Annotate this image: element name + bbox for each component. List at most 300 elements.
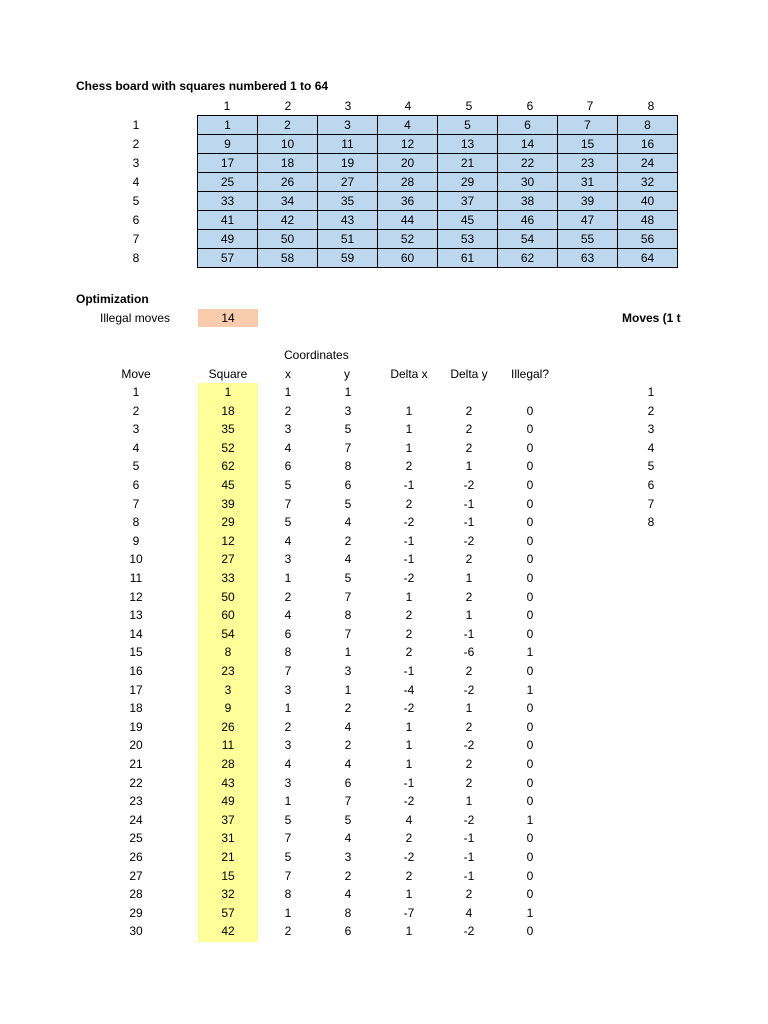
board-col-header: 8 bbox=[647, 99, 655, 113]
delta-x-cell[interactable]: 1 bbox=[405, 738, 413, 753]
delta-x-cell[interactable]: 1 bbox=[405, 924, 413, 939]
illegal-cell[interactable]: 1 bbox=[526, 905, 534, 920]
board-col-header: 1 bbox=[223, 99, 231, 113]
square-cell[interactable]: 9 bbox=[224, 701, 232, 716]
board-cell[interactable]: 57 bbox=[198, 249, 258, 268]
board-title: Chess board with squares numbered 1 to 64 bbox=[76, 79, 329, 93]
move-number-cell[interactable]: 19 bbox=[129, 719, 143, 734]
square-cell[interactable]: 39 bbox=[221, 496, 235, 511]
x-cell[interactable]: 3 bbox=[284, 552, 292, 567]
square-header: Square bbox=[208, 367, 248, 381]
square-cell[interactable]: 62 bbox=[221, 459, 235, 474]
square-cell[interactable]: 27 bbox=[221, 552, 235, 567]
board-cell[interactable]: 29 bbox=[438, 173, 498, 192]
y-cell[interactable]: 8 bbox=[344, 459, 352, 474]
move-number-cell[interactable]: 7 bbox=[132, 496, 140, 511]
move-number-cell[interactable]: 12 bbox=[129, 589, 143, 604]
illegal-cell[interactable]: 0 bbox=[526, 626, 534, 641]
delta-y-cell[interactable]: -1 bbox=[463, 496, 475, 511]
x-cell[interactable]: 3 bbox=[284, 738, 292, 753]
x-cell[interactable]: 3 bbox=[284, 775, 292, 790]
delta-x-cell[interactable]: 4 bbox=[405, 812, 413, 827]
delta-y-cell[interactable]: -6 bbox=[463, 645, 475, 660]
board-cell[interactable]: 42 bbox=[258, 211, 318, 230]
move-number-cell[interactable]: 11 bbox=[129, 571, 143, 585]
move-number-cell[interactable]: 14 bbox=[129, 626, 143, 641]
move-number-cell[interactable]: 17 bbox=[129, 682, 143, 697]
board-cell[interactable]: 63 bbox=[558, 249, 618, 268]
delta-x-cell[interactable]: -2 bbox=[403, 515, 415, 530]
delta-y-cell[interactable]: 2 bbox=[465, 775, 473, 790]
x-cell[interactable]: 7 bbox=[284, 831, 292, 846]
delta-x-cell[interactable]: 1 bbox=[405, 422, 413, 437]
move-number-cell[interactable]: 29 bbox=[129, 905, 143, 920]
board-cell[interactable]: 38 bbox=[498, 192, 558, 211]
square-cell[interactable]: 8 bbox=[224, 645, 232, 660]
y-cell[interactable]: 3 bbox=[344, 403, 352, 418]
board-cell[interactable]: 41 bbox=[198, 211, 258, 230]
delta-y-cell[interactable]: 1 bbox=[465, 459, 473, 474]
board-row-header: 1 bbox=[132, 118, 140, 132]
move-number-cell[interactable]: 13 bbox=[129, 608, 143, 623]
y-cell[interactable]: 2 bbox=[344, 738, 352, 753]
board-col-header: 6 bbox=[526, 99, 534, 113]
moves-label: Moves (1 t bbox=[622, 311, 681, 325]
move-number-cell[interactable]: 28 bbox=[129, 887, 143, 902]
delta-y-cell[interactable]: 4 bbox=[465, 905, 473, 920]
delta-y-cell[interactable]: 2 bbox=[465, 757, 473, 771]
square-cell[interactable]: 42 bbox=[221, 924, 235, 939]
move-number-cell[interactable]: 20 bbox=[129, 738, 143, 753]
board-row-header: 6 bbox=[132, 213, 140, 227]
delta-y-cell[interactable]: -1 bbox=[463, 626, 475, 641]
square-cell[interactable]: 43 bbox=[221, 775, 235, 790]
board-cell[interactable]: 24 bbox=[618, 154, 678, 173]
x-cell[interactable]: 5 bbox=[284, 478, 292, 492]
delta-y-cell[interactable]: 2 bbox=[465, 589, 473, 604]
right-list-item[interactable]: 7 bbox=[647, 496, 655, 511]
board-cell[interactable]: 50 bbox=[258, 230, 318, 249]
square-cell[interactable]: 1 bbox=[224, 385, 232, 399]
x-cell[interactable]: 8 bbox=[284, 645, 292, 660]
board-cell[interactable]: 7 bbox=[558, 116, 618, 135]
right-list-item[interactable]: 1 bbox=[647, 385, 655, 399]
square-cell[interactable]: 52 bbox=[221, 440, 235, 455]
board-cell[interactable]: 21 bbox=[438, 154, 498, 173]
move-number-cell[interactable]: 4 bbox=[132, 440, 140, 455]
x-cell[interactable]: 4 bbox=[284, 608, 292, 623]
illegal-cell[interactable]: 0 bbox=[526, 719, 534, 734]
board-cell[interactable]: 20 bbox=[378, 154, 438, 173]
board-col-header: 3 bbox=[344, 99, 352, 113]
right-list-item[interactable]: 4 bbox=[647, 440, 655, 455]
delta-x-cell[interactable]: -4 bbox=[403, 682, 415, 697]
square-cell[interactable]: 33 bbox=[221, 571, 235, 585]
move-number-cell[interactable]: 15 bbox=[129, 645, 143, 660]
square-cell[interactable]: 21 bbox=[221, 850, 235, 864]
illegal-cell[interactable]: 0 bbox=[526, 738, 534, 753]
x-cell[interactable]: 1 bbox=[284, 571, 292, 585]
x-cell[interactable]: 5 bbox=[284, 850, 292, 864]
y-cell[interactable]: 7 bbox=[344, 440, 352, 455]
x-cell[interactable]: 6 bbox=[284, 626, 292, 641]
square-cell[interactable]: 28 bbox=[221, 757, 235, 771]
illegal-cell[interactable]: 0 bbox=[526, 850, 534, 864]
delta-x-cell[interactable]: 1 bbox=[405, 887, 413, 902]
move-number-cell[interactable]: 30 bbox=[129, 924, 143, 939]
board-cell[interactable]: 30 bbox=[498, 173, 558, 192]
illegal-cell[interactable]: 0 bbox=[526, 701, 534, 716]
illegal-cell[interactable]: 1 bbox=[526, 812, 534, 827]
delta-y-cell[interactable]: 2 bbox=[465, 552, 473, 567]
illegal-cell[interactable]: 0 bbox=[526, 794, 534, 809]
board-cell[interactable]: 17 bbox=[198, 154, 258, 173]
x-cell[interactable]: 4 bbox=[284, 533, 292, 548]
delta-x-cell[interactable]: 1 bbox=[405, 589, 413, 604]
board-cell[interactable]: 34 bbox=[258, 192, 318, 211]
delta-x-cell[interactable]: 1 bbox=[405, 440, 413, 455]
illegal-cell[interactable]: 0 bbox=[526, 496, 534, 511]
delta-y-cell[interactable]: 1 bbox=[465, 571, 473, 585]
move-number-cell[interactable]: 3 bbox=[132, 422, 140, 437]
illegal-cell[interactable]: 0 bbox=[526, 589, 534, 604]
square-cell[interactable]: 31 bbox=[221, 831, 235, 846]
delta-x-cell[interactable]: 1 bbox=[405, 719, 413, 734]
right-list-item[interactable]: 8 bbox=[647, 515, 655, 530]
board-row-header: 8 bbox=[132, 251, 140, 265]
delta-y-cell[interactable]: 2 bbox=[465, 440, 473, 455]
y-cell[interactable]: 2 bbox=[344, 701, 352, 716]
delta-y-cell[interactable]: -2 bbox=[463, 924, 475, 939]
y-cell[interactable]: 3 bbox=[344, 850, 352, 864]
delta-x-cell[interactable]: -1 bbox=[403, 775, 415, 790]
delta-y-cell[interactable]: -2 bbox=[463, 682, 475, 697]
board-cell[interactable]: 46 bbox=[498, 211, 558, 230]
illegal-cell[interactable]: 0 bbox=[526, 533, 534, 548]
move-number-cell[interactable]: 6 bbox=[132, 478, 140, 492]
right-list-item[interactable]: 2 bbox=[647, 403, 655, 418]
illegal-header: Illegal? bbox=[510, 367, 550, 381]
right-list-item[interactable]: 6 bbox=[647, 478, 655, 492]
square-cell[interactable]: 26 bbox=[221, 719, 235, 734]
delta-x-cell[interactable]: 2 bbox=[405, 831, 413, 846]
illegal-cell[interactable]: 0 bbox=[526, 831, 534, 846]
y-cell[interactable]: 7 bbox=[344, 794, 352, 809]
board-row-header: 3 bbox=[132, 156, 140, 170]
square-cell[interactable]: 29 bbox=[221, 515, 235, 530]
board-cell[interactable]: 47 bbox=[558, 211, 618, 230]
board-cell[interactable]: 55 bbox=[558, 230, 618, 249]
delta-x-cell[interactable]: -2 bbox=[403, 850, 415, 864]
illegal-cell[interactable]: 0 bbox=[526, 515, 534, 530]
delta-y-cell[interactable]: 2 bbox=[465, 664, 473, 678]
x-cell[interactable]: 5 bbox=[284, 812, 292, 827]
delta-x-cell[interactable]: -7 bbox=[403, 905, 415, 920]
move-number-cell[interactable]: 26 bbox=[129, 850, 143, 864]
y-cell[interactable]: 3 bbox=[344, 664, 352, 678]
move-number-cell[interactable]: 27 bbox=[129, 868, 143, 883]
delta-x-cell[interactable]: -1 bbox=[403, 478, 415, 492]
board-cell[interactable]: 26 bbox=[258, 173, 318, 192]
illegal-cell[interactable]: 0 bbox=[526, 608, 534, 623]
move-number-cell[interactable]: 8 bbox=[132, 515, 140, 530]
board-cell[interactable]: 9 bbox=[198, 135, 258, 154]
illegal-cell[interactable]: 0 bbox=[526, 924, 534, 939]
delta-x-cell[interactable]: 2 bbox=[405, 626, 413, 641]
square-cell[interactable]: 54 bbox=[221, 626, 235, 641]
delta-x-cell[interactable]: 1 bbox=[405, 757, 413, 771]
delta-x-cell[interactable]: -1 bbox=[403, 664, 415, 678]
move-number-cell[interactable]: 23 bbox=[129, 794, 143, 809]
move-number-cell[interactable]: 22 bbox=[129, 775, 143, 790]
board-cell[interactable]: 32 bbox=[618, 173, 678, 192]
board-cell[interactable]: 48 bbox=[618, 211, 678, 230]
y-cell[interactable]: 1 bbox=[344, 645, 352, 660]
board-cell[interactable]: 53 bbox=[438, 230, 498, 249]
move-number-cell[interactable]: 2 bbox=[132, 403, 140, 418]
x-cell[interactable]: 1 bbox=[284, 794, 292, 809]
board-cell[interactable]: 60 bbox=[378, 249, 438, 268]
delta-y-cell[interactable]: -1 bbox=[463, 850, 475, 864]
delta-y-cell[interactable]: 2 bbox=[465, 422, 473, 437]
delta-x-cell[interactable]: -1 bbox=[403, 552, 415, 567]
board-cell[interactable]: 5 bbox=[438, 116, 498, 135]
move-number-cell[interactable]: 16 bbox=[129, 664, 143, 678]
board-cell[interactable]: 39 bbox=[558, 192, 618, 211]
square-cell[interactable]: 3 bbox=[224, 682, 232, 697]
y-cell[interactable]: 4 bbox=[344, 757, 352, 771]
square-cell[interactable]: 37 bbox=[221, 812, 235, 827]
move-header: Move bbox=[121, 367, 151, 381]
board-row bbox=[198, 173, 678, 192]
square-cell[interactable]: 32 bbox=[221, 887, 235, 902]
x-cell[interactable]: 1 bbox=[284, 385, 292, 399]
x-cell[interactable]: 7 bbox=[284, 496, 292, 511]
y-cell[interactable]: 4 bbox=[344, 552, 352, 567]
delta-x-cell[interactable]: -1 bbox=[403, 533, 415, 548]
square-cell[interactable]: 18 bbox=[221, 403, 235, 418]
y-cell[interactable]: 4 bbox=[344, 515, 352, 530]
y-cell[interactable]: 2 bbox=[344, 533, 352, 548]
x-cell[interactable]: 6 bbox=[284, 459, 292, 474]
delta-x-cell[interactable]: 2 bbox=[405, 459, 413, 474]
delta-x-cell[interactable]: -2 bbox=[403, 571, 415, 585]
board-cell[interactable]: 54 bbox=[498, 230, 558, 249]
move-number-cell[interactable]: 21 bbox=[129, 757, 143, 771]
board-cell[interactable]: 3 bbox=[318, 116, 378, 135]
board-cell[interactable]: 23 bbox=[558, 154, 618, 173]
delta-y-cell[interactable]: 1 bbox=[465, 701, 473, 716]
move-number-cell[interactable]: 9 bbox=[132, 533, 140, 548]
board-cell[interactable]: 8 bbox=[618, 116, 678, 135]
board-cell[interactable]: 52 bbox=[378, 230, 438, 249]
square-cell[interactable]: 11 bbox=[221, 738, 235, 753]
board-cell[interactable]: 37 bbox=[438, 192, 498, 211]
delta-y-cell[interactable]: -2 bbox=[463, 812, 475, 827]
x-cell[interactable]: 1 bbox=[284, 701, 292, 716]
y-cell[interactable]: 5 bbox=[344, 422, 352, 437]
delta-y-cell[interactable]: -1 bbox=[463, 868, 475, 883]
move-number-cell[interactable]: 1 bbox=[132, 385, 140, 399]
y-cell[interactable]: 4 bbox=[344, 887, 352, 902]
x-cell[interactable]: 5 bbox=[284, 515, 292, 530]
board-cell[interactable]: 19 bbox=[318, 154, 378, 173]
illegal-cell[interactable]: 0 bbox=[526, 664, 534, 678]
delta-x-cell[interactable]: 2 bbox=[405, 496, 413, 511]
y-cell[interactable]: 6 bbox=[344, 924, 352, 939]
board-cell[interactable]: 28 bbox=[378, 173, 438, 192]
right-list-item[interactable]: 5 bbox=[647, 459, 655, 474]
delta-y-cell[interactable]: -2 bbox=[463, 533, 475, 548]
board-cell[interactable]: 64 bbox=[618, 249, 678, 268]
illegal-cell[interactable]: 0 bbox=[526, 775, 534, 790]
x-cell[interactable]: 4 bbox=[284, 757, 292, 771]
square-cell[interactable]: 45 bbox=[221, 478, 235, 492]
y-cell[interactable]: 5 bbox=[344, 496, 352, 511]
x-cell[interactable]: 7 bbox=[284, 664, 292, 678]
delta-x-cell[interactable]: 1 bbox=[405, 403, 413, 418]
delta-y-cell[interactable]: 1 bbox=[465, 794, 473, 809]
board-cell[interactable]: 43 bbox=[318, 211, 378, 230]
y-cell[interactable]: 4 bbox=[344, 831, 352, 846]
square-cell[interactable]: 49 bbox=[221, 794, 235, 809]
board-cell[interactable]: 58 bbox=[258, 249, 318, 268]
board-cell[interactable]: 51 bbox=[318, 230, 378, 249]
board-cell[interactable]: 59 bbox=[318, 249, 378, 268]
illegal-cell[interactable]: 0 bbox=[526, 757, 534, 771]
move-number-cell[interactable]: 18 bbox=[129, 701, 143, 716]
y-cell[interactable]: 1 bbox=[344, 682, 352, 697]
board-cell[interactable]: 56 bbox=[618, 230, 678, 249]
board-cell[interactable]: 18 bbox=[258, 154, 318, 173]
delta-y-cell[interactable]: 2 bbox=[465, 887, 473, 902]
move-number-cell[interactable]: 5 bbox=[132, 459, 140, 474]
delta-x-cell[interactable]: 2 bbox=[405, 868, 413, 883]
board-cell[interactable]: 14 bbox=[498, 135, 558, 154]
illegal-cell[interactable]: 0 bbox=[526, 571, 534, 585]
right-list-item[interactable]: 3 bbox=[647, 422, 655, 437]
x-cell[interactable]: 2 bbox=[284, 403, 292, 418]
y-cell[interactable]: 5 bbox=[344, 812, 352, 827]
square-cell[interactable]: 57 bbox=[221, 905, 235, 920]
x-cell[interactable]: 2 bbox=[284, 719, 292, 734]
y-cell[interactable]: 8 bbox=[344, 905, 352, 920]
move-number-cell[interactable]: 24 bbox=[129, 812, 143, 827]
board-cell[interactable]: 1 bbox=[198, 116, 258, 135]
board-cell[interactable]: 10 bbox=[258, 135, 318, 154]
x-cell[interactable]: 4 bbox=[284, 440, 292, 455]
square-cell[interactable]: 23 bbox=[221, 664, 235, 678]
illegal-cell[interactable]: 1 bbox=[526, 645, 534, 660]
board-row bbox=[198, 249, 678, 268]
board-cell[interactable]: 13 bbox=[438, 135, 498, 154]
square-cell[interactable]: 12 bbox=[221, 533, 235, 548]
y-cell[interactable]: 2 bbox=[344, 868, 352, 883]
board-row-header: 7 bbox=[132, 232, 140, 246]
board-cell[interactable]: 33 bbox=[198, 192, 258, 211]
delta-y-cell[interactable]: 2 bbox=[465, 403, 473, 418]
y-cell[interactable]: 6 bbox=[344, 478, 352, 492]
board-cell[interactable]: 49 bbox=[198, 230, 258, 249]
board-cell[interactable]: 36 bbox=[378, 192, 438, 211]
board-cell[interactable]: 6 bbox=[498, 116, 558, 135]
board-cell[interactable]: 62 bbox=[498, 249, 558, 268]
delta-y-cell[interactable]: 2 bbox=[465, 719, 473, 734]
board-cell[interactable]: 27 bbox=[318, 173, 378, 192]
square-cell[interactable]: 35 bbox=[221, 422, 235, 437]
coordinates-header: Coordinates bbox=[284, 348, 349, 362]
board-cell[interactable]: 4 bbox=[378, 116, 438, 135]
board-cell[interactable]: 31 bbox=[558, 173, 618, 192]
illegal-cell[interactable]: 0 bbox=[526, 459, 534, 474]
board-row bbox=[198, 211, 678, 230]
y-cell[interactable]: 8 bbox=[344, 608, 352, 623]
board-cell[interactable]: 61 bbox=[438, 249, 498, 268]
delta-y-cell[interactable]: -2 bbox=[463, 738, 475, 753]
delta-y-cell[interactable]: -1 bbox=[463, 831, 475, 846]
board-cell[interactable]: 16 bbox=[618, 135, 678, 154]
illegal-cell[interactable]: 0 bbox=[526, 422, 534, 437]
illegal-cell[interactable]: 0 bbox=[526, 403, 534, 418]
x-cell[interactable]: 7 bbox=[284, 868, 292, 883]
x-cell[interactable]: 8 bbox=[284, 887, 292, 902]
illegal-cell[interactable]: 0 bbox=[526, 887, 534, 902]
y-cell[interactable]: 5 bbox=[344, 571, 352, 585]
x-cell[interactable]: 3 bbox=[284, 422, 292, 437]
delta-y-cell[interactable]: -2 bbox=[463, 478, 475, 492]
move-number-cell[interactable]: 25 bbox=[129, 831, 143, 846]
x-cell[interactable]: 1 bbox=[284, 905, 292, 920]
illegal-cell[interactable]: 0 bbox=[526, 552, 534, 567]
delta-x-cell[interactable]: -2 bbox=[403, 794, 415, 809]
delta-y-cell[interactable]: 1 bbox=[465, 608, 473, 623]
y-cell[interactable]: 7 bbox=[344, 589, 352, 604]
move-number-cell[interactable]: 10 bbox=[129, 552, 143, 567]
x-cell[interactable]: 2 bbox=[284, 589, 292, 604]
delta-y-cell[interactable]: -1 bbox=[463, 515, 475, 530]
board-col-header: 5 bbox=[465, 99, 473, 113]
board-cell[interactable]: 35 bbox=[318, 192, 378, 211]
square-cell[interactable]: 60 bbox=[221, 608, 235, 623]
chess-board-grid bbox=[197, 115, 678, 268]
board-cell[interactable]: 44 bbox=[378, 211, 438, 230]
y-cell[interactable]: 6 bbox=[344, 775, 352, 790]
y-cell[interactable]: 1 bbox=[344, 385, 352, 399]
illegal-cell[interactable]: 0 bbox=[526, 478, 534, 492]
square-cell[interactable]: 50 bbox=[221, 589, 235, 604]
board-cell[interactable]: 11 bbox=[318, 135, 378, 154]
board-cell[interactable]: 2 bbox=[258, 116, 318, 135]
board-cell[interactable]: 40 bbox=[618, 192, 678, 211]
illegal-cell[interactable]: 0 bbox=[526, 868, 534, 883]
y-cell[interactable]: 4 bbox=[344, 719, 352, 734]
x-cell[interactable]: 3 bbox=[284, 682, 292, 697]
delta-x-cell[interactable]: -2 bbox=[403, 701, 415, 716]
board-cell[interactable]: 15 bbox=[558, 135, 618, 154]
illegal-cell[interactable]: 0 bbox=[526, 440, 534, 455]
illegal-moves-value[interactable]: 14 bbox=[198, 309, 258, 327]
board-cell[interactable]: 45 bbox=[438, 211, 498, 230]
y-cell[interactable]: 7 bbox=[344, 626, 352, 641]
x-cell[interactable]: 2 bbox=[284, 924, 292, 939]
board-cell[interactable]: 25 bbox=[198, 173, 258, 192]
square-cell[interactable]: 15 bbox=[221, 868, 235, 883]
delta-x-cell[interactable]: 2 bbox=[405, 608, 413, 623]
illegal-cell[interactable]: 1 bbox=[526, 682, 534, 697]
board-cell[interactable]: 12 bbox=[378, 135, 438, 154]
board-cell[interactable]: 22 bbox=[498, 154, 558, 173]
delta-x-cell[interactable]: 2 bbox=[405, 645, 413, 660]
